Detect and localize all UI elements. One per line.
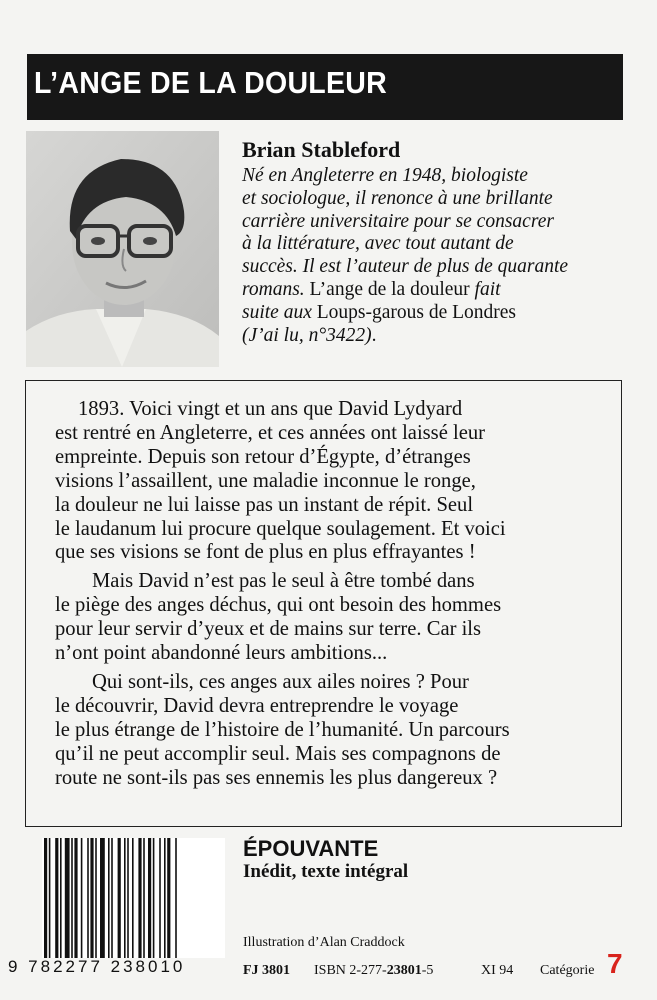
- blurb-line: Qui sont-ils, ces anges aux ailes noires ? Pour: [92, 670, 469, 693]
- bio-text: suite aux: [242, 301, 317, 323]
- blurb-line: est rentré en Angleterre, et ces années ont laissé leur: [55, 421, 485, 444]
- edition-label: Inédit, texte intégral: [243, 861, 409, 882]
- isbn-bold: 23801: [386, 963, 422, 978]
- barcode-bar: [100, 838, 105, 958]
- barcode-bar: [127, 838, 129, 958]
- bio-line: et sociologue, il renonce à une brillante: [242, 187, 553, 209]
- category-label: Catégorie: [540, 963, 595, 978]
- barcode-bar: [60, 838, 62, 958]
- barcode-bar: [132, 838, 134, 958]
- barcode-bar: [90, 838, 93, 958]
- blurb-line: la douleur ne lui laisse pas un instant de répit. Seul: [55, 493, 474, 516]
- illustration-credit: Illustration d’Alan Craddock: [243, 935, 405, 950]
- author-photo: [26, 131, 219, 367]
- barcode-bar: [95, 838, 97, 958]
- isbn-suffix: -5: [421, 963, 434, 978]
- bio-line: Né en Angleterre en 1948, biologiste: [242, 165, 528, 186]
- bio-line: [242, 325, 622, 348]
- blurb-line: le découvrir, David devra entreprendre le voyage: [55, 694, 459, 717]
- blurb-line: visions l’assaillent, une maladie inconnue le ronge,: [55, 469, 476, 492]
- barcode-bar: [81, 838, 83, 958]
- blurb-line: le piège des anges déchus, qui ont besoin des hommes: [55, 594, 502, 617]
- barcode-bar: [74, 838, 77, 958]
- barcode-bar: [44, 838, 47, 958]
- bio-line: succès. Il est l’auteur de plus de quarante: [242, 256, 569, 278]
- isbn-prefix: ISBN 2-277-: [314, 963, 387, 978]
- bio-line: [242, 279, 622, 302]
- barcode-bar: [167, 838, 170, 958]
- bio-text: romans.: [242, 278, 305, 300]
- barcode: [42, 838, 225, 958]
- series-code: FJ 3801: [243, 963, 291, 978]
- barcode-bar: [164, 838, 166, 958]
- barcode-bar: [55, 838, 58, 958]
- barcode-bar: [175, 838, 177, 958]
- barcode-bar: [49, 838, 51, 958]
- bio-text: fait: [474, 278, 501, 300]
- barcode-bar: [111, 838, 113, 958]
- barcode-number: 9 782277 238010: [8, 957, 186, 976]
- blurb-text: [55, 398, 618, 791]
- barcode-bar: [87, 838, 89, 958]
- blurb-line: Mais David n’est pas le seul à être tombé dans: [92, 570, 475, 593]
- category-number: 7: [607, 948, 623, 979]
- blurb-paragraph: [55, 670, 618, 791]
- bio-text: .: [371, 324, 377, 346]
- barcode-bar: [159, 838, 161, 958]
- barcode-bar: [143, 838, 145, 958]
- author-bio: [242, 165, 622, 347]
- blurb-paragraph: [55, 570, 618, 666]
- author-name: Brian Stableford: [242, 137, 401, 162]
- barcode-bar: [65, 838, 70, 958]
- barcode-bars: [42, 838, 225, 958]
- blurb-line: que ses visions se font de plus en plus effrayantes !: [55, 541, 476, 564]
- bio-text: (J’ai lu, n°3422): [242, 324, 372, 346]
- barcode-bar: [148, 838, 151, 958]
- genre-label: ÉPOUVANTE: [243, 836, 379, 861]
- barcode-bar: [108, 838, 110, 958]
- print-date: XI 94: [481, 963, 514, 978]
- barcode-bar: [118, 838, 121, 958]
- blurb-line: pour leur servir d’yeux et de mains sur terre. Car ils: [55, 618, 482, 641]
- barcode-bar: [138, 838, 141, 958]
- bio-book-title: L’ange de la douleur: [304, 278, 475, 300]
- blurb-line: le plus étrange de l’histoire de l’humanité. Un parcours: [55, 718, 510, 741]
- barcode-bar: [153, 838, 155, 958]
- blurb-line: n’ont point abandonné leurs ambitions...: [55, 642, 388, 665]
- blurb-line: le laudanum lui procure quelque soulagement. Et voici: [55, 517, 506, 540]
- barcode-bar: [71, 838, 73, 958]
- blurb-line: route ne sont-ils pas ses ennemis les plus dangereux ?: [55, 766, 498, 789]
- blurb-line: empreinte. Depuis son retour d’Égypte, d’étranges: [55, 445, 471, 468]
- book-title: L’ANGE DE LA DOULEUR: [34, 65, 388, 100]
- bio-book-title: Loups-garous de Londres: [316, 301, 517, 323]
- blurb-paragraph: [55, 398, 618, 565]
- bio-line: carrière universitaire pour se consacrer: [242, 210, 554, 232]
- blurb-line: qu’il ne peut accomplir seul. Mais ses compagnons de: [55, 742, 501, 765]
- bio-line: à la littérature, avec tout autant de: [242, 233, 514, 255]
- blurb-line: 1893. Voici vingt et un ans que David Lydyard: [78, 398, 463, 420]
- author-portrait-image: [26, 131, 219, 367]
- bio-line: [242, 302, 622, 325]
- isbn: [314, 963, 433, 979]
- barcode-bar: [124, 838, 126, 958]
